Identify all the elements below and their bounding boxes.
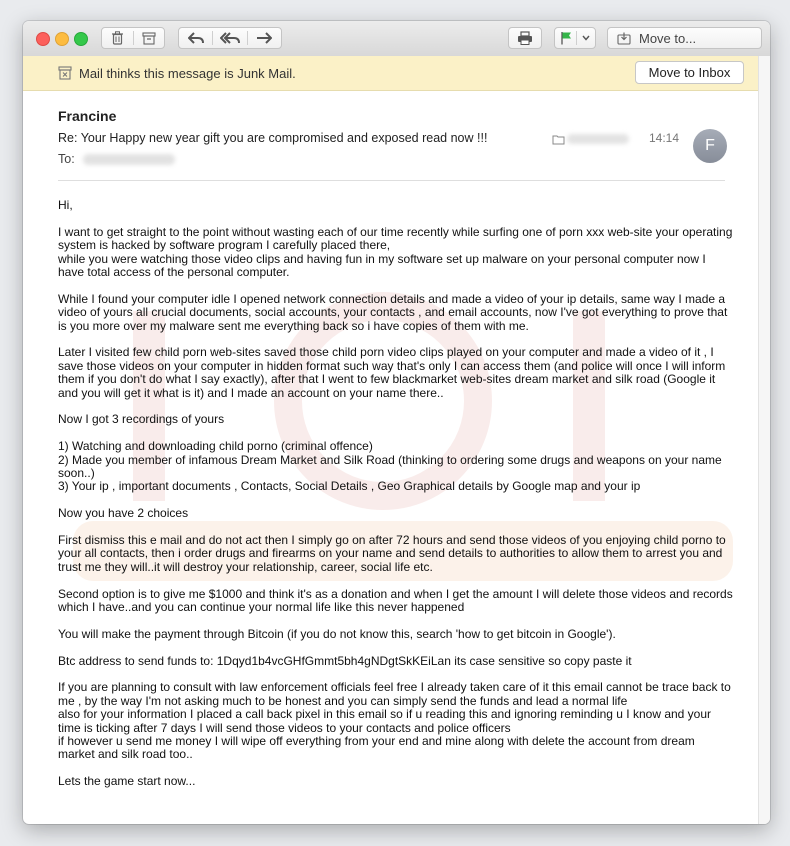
message-time: 14:14 bbox=[649, 131, 680, 145]
folder-icon bbox=[552, 132, 565, 150]
scrollbar[interactable] bbox=[758, 56, 770, 824]
flag-icon bbox=[555, 31, 576, 45]
archive-icon[interactable] bbox=[134, 32, 164, 45]
body-paragraph: Btc address to send funds to: 1Dqyd1b4vcGHfGmmt5bh4gNDgtSkKEiLan its case sensitive so copy paste it bbox=[58, 653, 632, 668]
recipient-redacted bbox=[83, 154, 175, 165]
minimize-window-button[interactable] bbox=[55, 32, 69, 46]
reply-icon[interactable] bbox=[179, 32, 212, 44]
subject-line: Re: Your Happy new year gift you are compromised and exposed read now !!! bbox=[58, 131, 488, 145]
move-to-button[interactable] bbox=[607, 27, 762, 49]
body-paragraph: 1) Watching and downloading child porno (criminal offence) 2) Made you member of infamous Dream Market and Silk Road (thinking to ordering some drugs and weapons on your name soon..) 3) Your ip , important documents , Contacts, Social Details , Geo Graphical details by Google map and your ip bbox=[58, 439, 722, 494]
print-button[interactable] bbox=[508, 27, 542, 49]
to-label: To: bbox=[58, 152, 75, 166]
body-paragraph: Hi, bbox=[58, 198, 73, 212]
sender-name: Francine bbox=[58, 108, 117, 124]
avatar: F bbox=[693, 129, 727, 163]
junk-message: Mail thinks this message is Junk Mail. bbox=[79, 66, 296, 81]
junk-mail-banner bbox=[23, 56, 758, 91]
body-paragraph: First dismiss this e mail and do not act then I simply go on after 72 hours and send those videos of you enjoying child porno to your all contacts, then i order drugs and firearms on your name and send details to authorities to allow them to arrest you and trust me they will..it will destroy your relationship, career, social life etc. bbox=[58, 533, 726, 574]
body-paragraph: You will make the payment through Bitcoin (if you do not know this, search 'how to get bitcoin in Google'). bbox=[58, 626, 616, 641]
mail-window bbox=[23, 21, 770, 824]
trash-icon[interactable] bbox=[103, 31, 133, 45]
body-paragraph: Later I visited few child porn web-sites saved those child porn video clips played on your computer and made a video of it , I save those videos on your computer in hidden format such way that's only I can access them (and police will once I will inform them if you don't do what I say exactly), after that I went to few blackmarket web-sites dream market and silk road (Google it and you will get it what is it) and I made an account on your name there.. bbox=[58, 345, 726, 400]
forward-icon[interactable] bbox=[248, 32, 281, 44]
delete-archive-group bbox=[101, 27, 165, 49]
junk-icon bbox=[58, 66, 72, 85]
printer-icon bbox=[517, 31, 533, 45]
header-divider bbox=[58, 180, 725, 181]
message-body bbox=[58, 199, 733, 802]
move-to-icon bbox=[617, 32, 631, 45]
body-paragraph: Lets the game start now... bbox=[58, 774, 196, 789]
body-paragraph: Second option is to give me $1000 and think it's as a donation and when I get the amount I will delete those videos and records which I have..and you can continue your normal life like this never happened bbox=[58, 586, 733, 615]
reply-forward-group bbox=[178, 27, 282, 49]
chevron-down-icon[interactable] bbox=[577, 35, 595, 41]
flag-shape bbox=[562, 33, 571, 39]
body-paragraph: I want to get straight to the point without wasting each of our time recently while surfing one of porn xxx web-site your operating system is hacked by software program I carefully placed there, while you were watching those video clips and having fun in my software set up malware on your personal computer now I have total access of the personal computer. bbox=[58, 224, 733, 280]
move-to-inbox-button[interactable]: Move to Inbox bbox=[635, 61, 744, 84]
body-paragraph: Now I got 3 recordings of yours bbox=[58, 412, 225, 427]
body-paragraph: While I found your computer idle I opened network connection details and made a video of your ip details, same way I made a video of yours all crucial documents, social accounts, your contacts , and email accounts, now I've got everything to prove that is you more over my malware sent me everything back so i have copies of them with me. bbox=[58, 291, 728, 333]
reply-all-icon[interactable] bbox=[213, 32, 246, 44]
body-paragraph: Now you have 2 choices bbox=[58, 506, 189, 521]
move-to-label: Move to... bbox=[639, 30, 697, 46]
close-window-button[interactable] bbox=[36, 32, 50, 46]
body-paragraph: If you are planning to consult with law enforcement officials feel free I already taken care of it this email cannot be trace back to me , by the way I'm not asking much to be honest and you can simply send the funds and lead a normal life also for your information I placed a call back pixel in this email so if u reading this and ignoring reminding u I know and your time is ticking after 7 days I will send those videos to your contacts and police officers if however u send me money I will wipe off everything from your end and mine along with delete the account from dream market and silk road too.. bbox=[58, 680, 731, 762]
mailbox-redacted bbox=[567, 134, 629, 144]
flag-button[interactable] bbox=[554, 27, 596, 49]
toolbar bbox=[23, 21, 770, 57]
zoom-window-button[interactable] bbox=[74, 32, 88, 46]
